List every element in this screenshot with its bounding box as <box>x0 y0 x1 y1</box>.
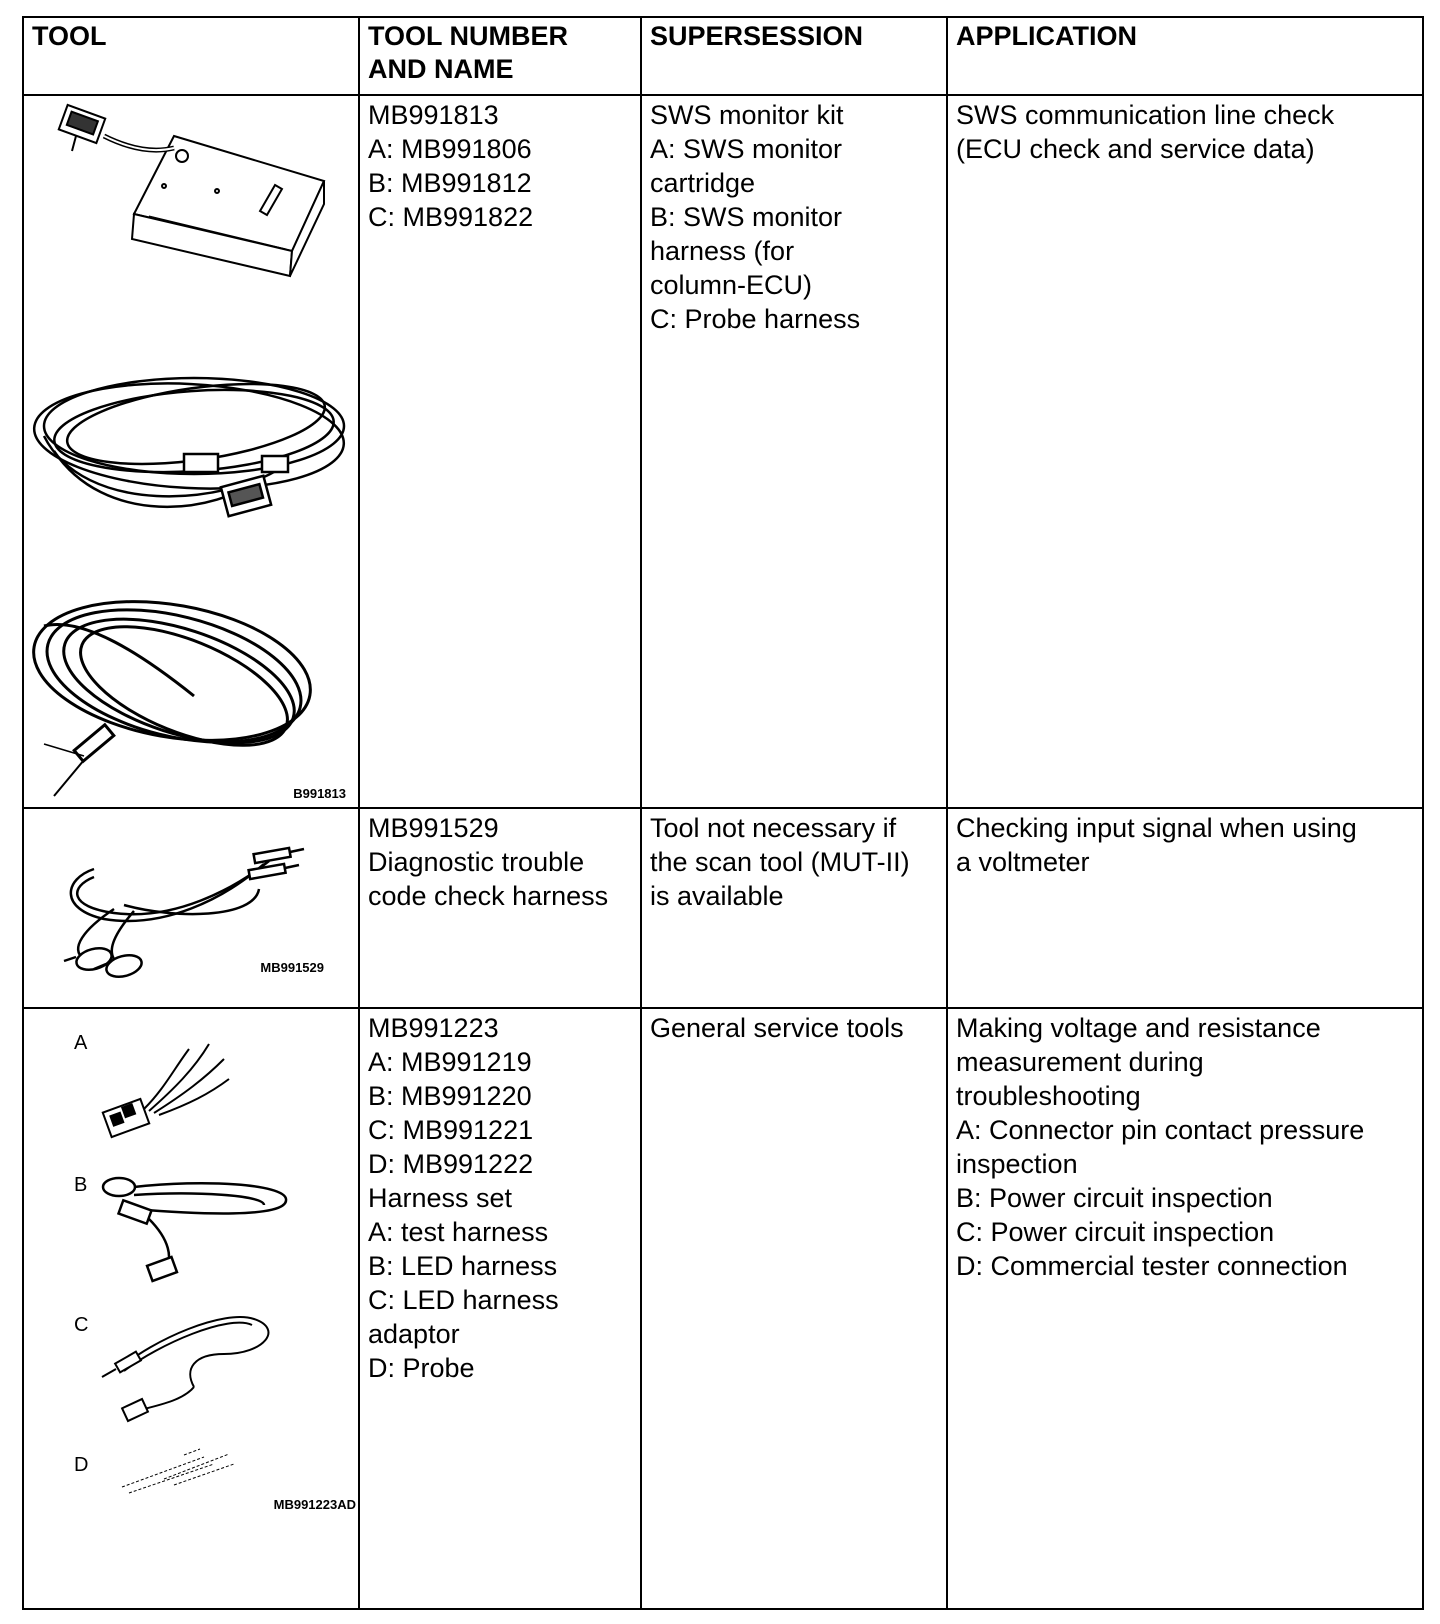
led-harness-adaptor-icon <box>102 1317 268 1421</box>
application-cell <box>947 808 1423 1008</box>
header-supersession: SUPERSESSION <box>641 17 947 95</box>
header-tool-number-and-name: TOOL NUMBER AND NAME <box>359 17 641 95</box>
tool-figure-cell <box>23 808 359 1008</box>
figure-label: MB991529 <box>260 959 324 975</box>
figure-letter-d: D <box>74 1454 89 1477</box>
figure-letter-c: C <box>74 1314 89 1337</box>
supersession-cell <box>641 808 947 1008</box>
led-harness-icon <box>103 1178 286 1281</box>
supersession-cell <box>641 1008 947 1609</box>
table-row <box>23 95 1423 808</box>
test-harness-icon <box>103 1044 229 1137</box>
probe-icon <box>122 1449 234 1493</box>
tool-number-text: MB991529 Diagnostic trouble code check harness <box>368 812 609 911</box>
table-row <box>23 1008 1423 1609</box>
tool-figure-b991813 <box>24 96 359 808</box>
application-cell <box>947 95 1423 808</box>
tool-figure-cell <box>23 95 359 808</box>
figure-label: MB991223AD <box>273 1497 356 1513</box>
tool-figure-cell <box>23 1008 359 1609</box>
tool-number-text: MB991223 A: MB991219 B: MB991220 C: MB991221 D: MB991222 Harness set A: test harness B: LED harness C: LED harness adaptor D: Probe <box>368 1013 559 1384</box>
tool-number-cell <box>359 1008 641 1609</box>
supersession-text: Tool not necessary if the scan tool (MUT-II) is available <box>650 812 910 911</box>
supersession-cell <box>641 95 947 808</box>
tool-number-cell <box>359 95 641 808</box>
table-row <box>23 808 1423 1008</box>
monitor-harness-icon <box>31 370 346 516</box>
tool-number-text: MB991813 A: MB991806 B: MB991812 C: MB991822 <box>368 100 534 232</box>
application-cell <box>947 1008 1423 1609</box>
figure-letter-b: B <box>74 1174 88 1197</box>
figure-letter-a: A <box>74 1032 88 1055</box>
figure-label: B991813 <box>293 786 346 801</box>
tool-number-cell <box>359 808 641 1008</box>
monitor-cartridge-icon <box>59 105 324 276</box>
supersession-text: SWS monitor kit A: SWS monitor cartridge B: SWS monitor harness (for column-ECU) C: Probe harness <box>650 100 861 334</box>
header-tool: TOOL <box>23 17 359 95</box>
application-text: SWS communication line check (ECU check and service data) <box>956 100 1335 164</box>
supersession-text: General service tools <box>650 1013 904 1044</box>
header-row <box>23 17 1423 95</box>
header-application: APPLICATION <box>947 17 1423 95</box>
probe-harness-icon <box>24 582 321 796</box>
tool-figure-mb991223ad <box>24 1009 359 1609</box>
tool-figure-mb991529 <box>24 809 359 1008</box>
special-tools-table <box>22 16 1424 1610</box>
application-text: Checking input signal when using a voltmeter <box>956 812 1357 877</box>
application-text: Making voltage and resistance measurement during troubleshooting A: Connector pin contact pressure inspection B: Power circuit inspection C: Power circuit inspection D: Commercial tester connection <box>956 1013 1365 1282</box>
